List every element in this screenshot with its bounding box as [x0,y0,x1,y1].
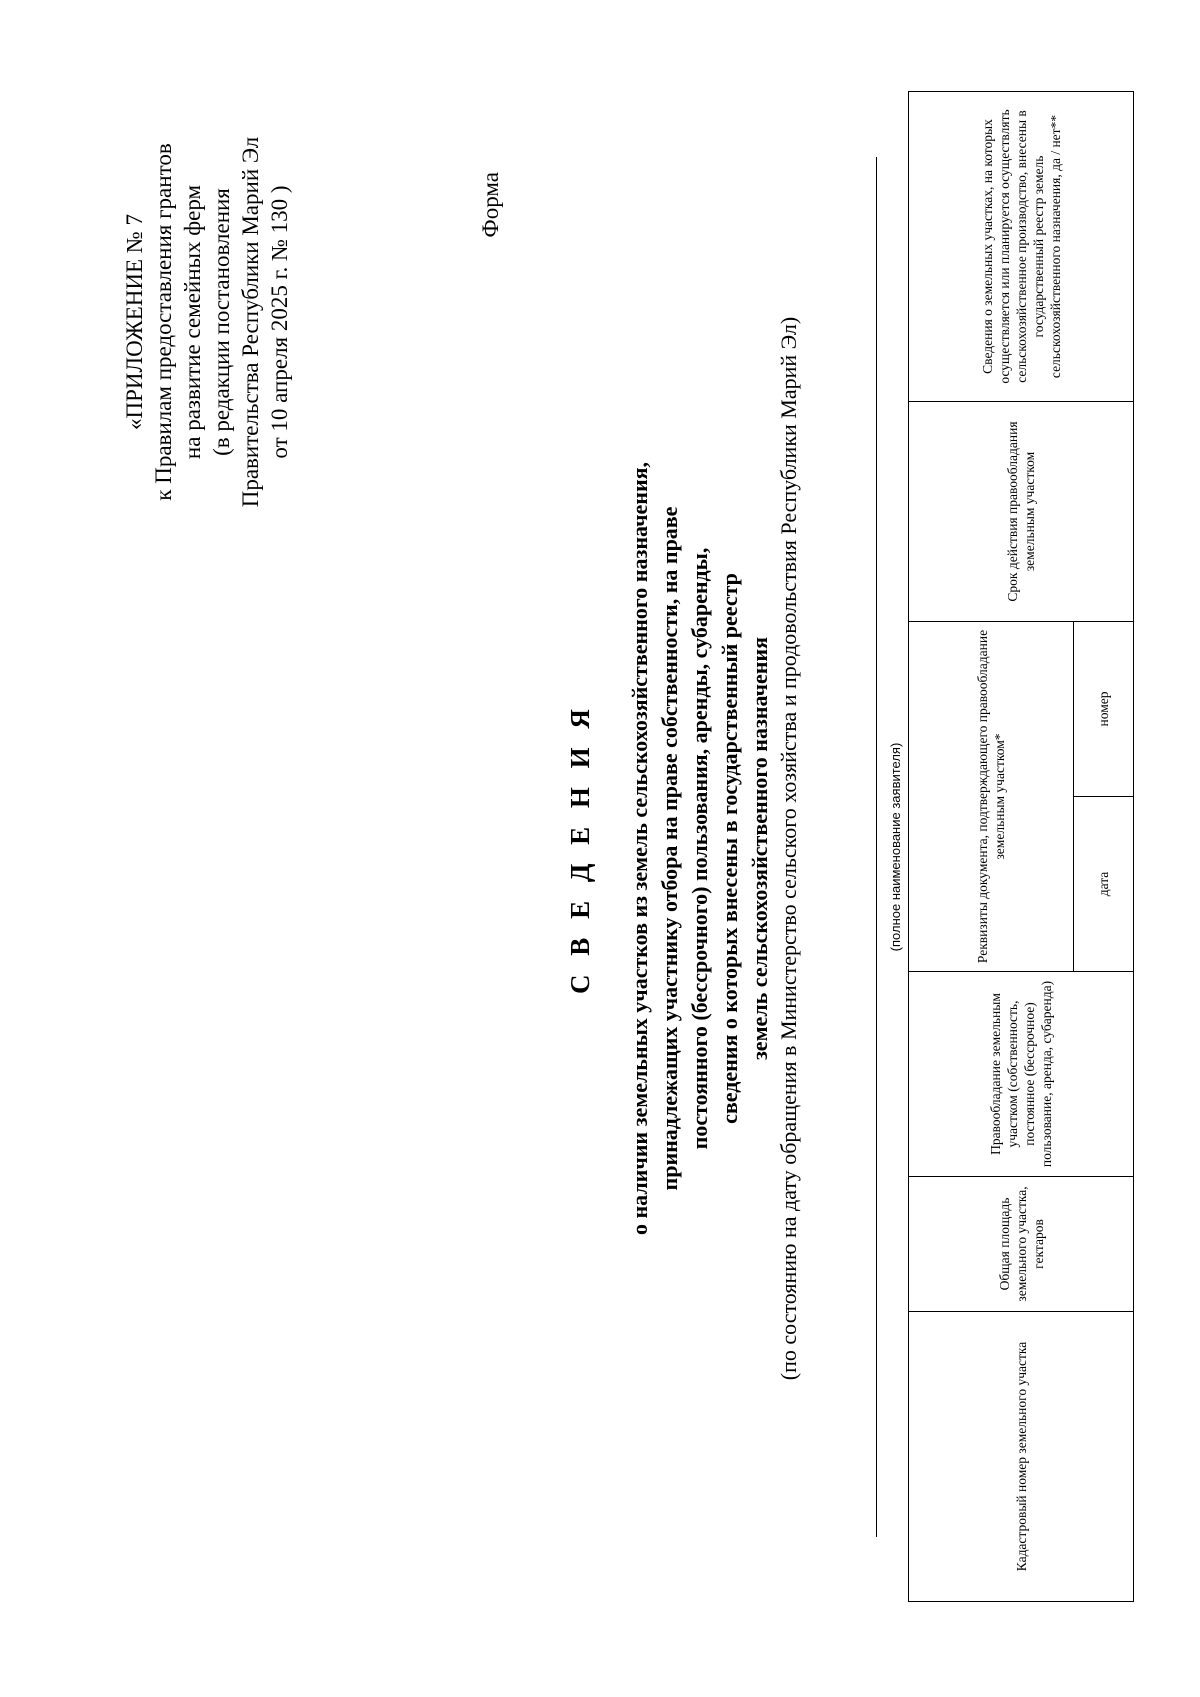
appendix-line: от 10 апреля 2025 г. № 130 ) [267,185,292,459]
subtitle-line: постоянного (бессрочного) пользования, аренды, субаренды, [687,547,712,1150]
form-label: Форма [478,172,503,238]
appendix-header [120,57,294,587]
document-title: С В Е Д Е Н И Я [565,703,595,994]
header-document-details: Реквизиты документа, подтверждающего правообладание земельным участком* [909,622,1074,972]
as-of-note: (по состоянию на дату обращения в Министерство сельского хозяйства и продовольствия Республики Марий Эл) [776,316,801,1381]
document-subtitle [625,60,775,1637]
header-total-area: Общая площадь земельного участка, гектаров [909,1177,1134,1312]
subtitle-line: сведения о которых внесены в государственный реестр [717,573,742,1124]
appendix-line: Правительства Республики Марий Эл [238,136,263,508]
appendix-line: на развитие семейных ферм [180,184,205,460]
header-document-number: номер [1074,622,1134,797]
header-ownership-type: Правообладание земельным участком (собственность, постоянное (бессрочное) пользование, аренда, субаренда) [909,972,1134,1177]
appendix-line: к Правилам предоставления грантов [151,143,176,501]
header-cadastral-number: Кадастровый номер земельного участка [909,1312,1134,1602]
subtitle-line: принадлежащих участнику отбора на праве собственности, на праве [657,506,682,1191]
header-document-date: дата [1074,797,1134,972]
applicant-name-line [876,157,877,1537]
subtitle-line: о наличии земельных участков из земель сельскохозяйственного назначения, [627,461,652,1236]
land-plots-table [908,91,1134,1602]
applicant-name-caption: (полное наименование заявителя) [888,742,903,952]
header-ownership-term: Срок действия правообладания земельным участком [909,402,1134,622]
appendix-line: «ПРИЛОЖЕНИЕ № 7 [122,213,147,431]
appendix-line: (в редакции постановления [209,188,234,456]
header-registry-info: Сведения о земельных участках, на которых осуществляется или планируется осуществлять сельскохозяйственное производство, внесены в государственный реестр земель сельскохозяйственного назначения, да / нет** [909,92,1134,402]
subtitle-line: земель сельскохозяйственного назначения [747,636,772,1061]
